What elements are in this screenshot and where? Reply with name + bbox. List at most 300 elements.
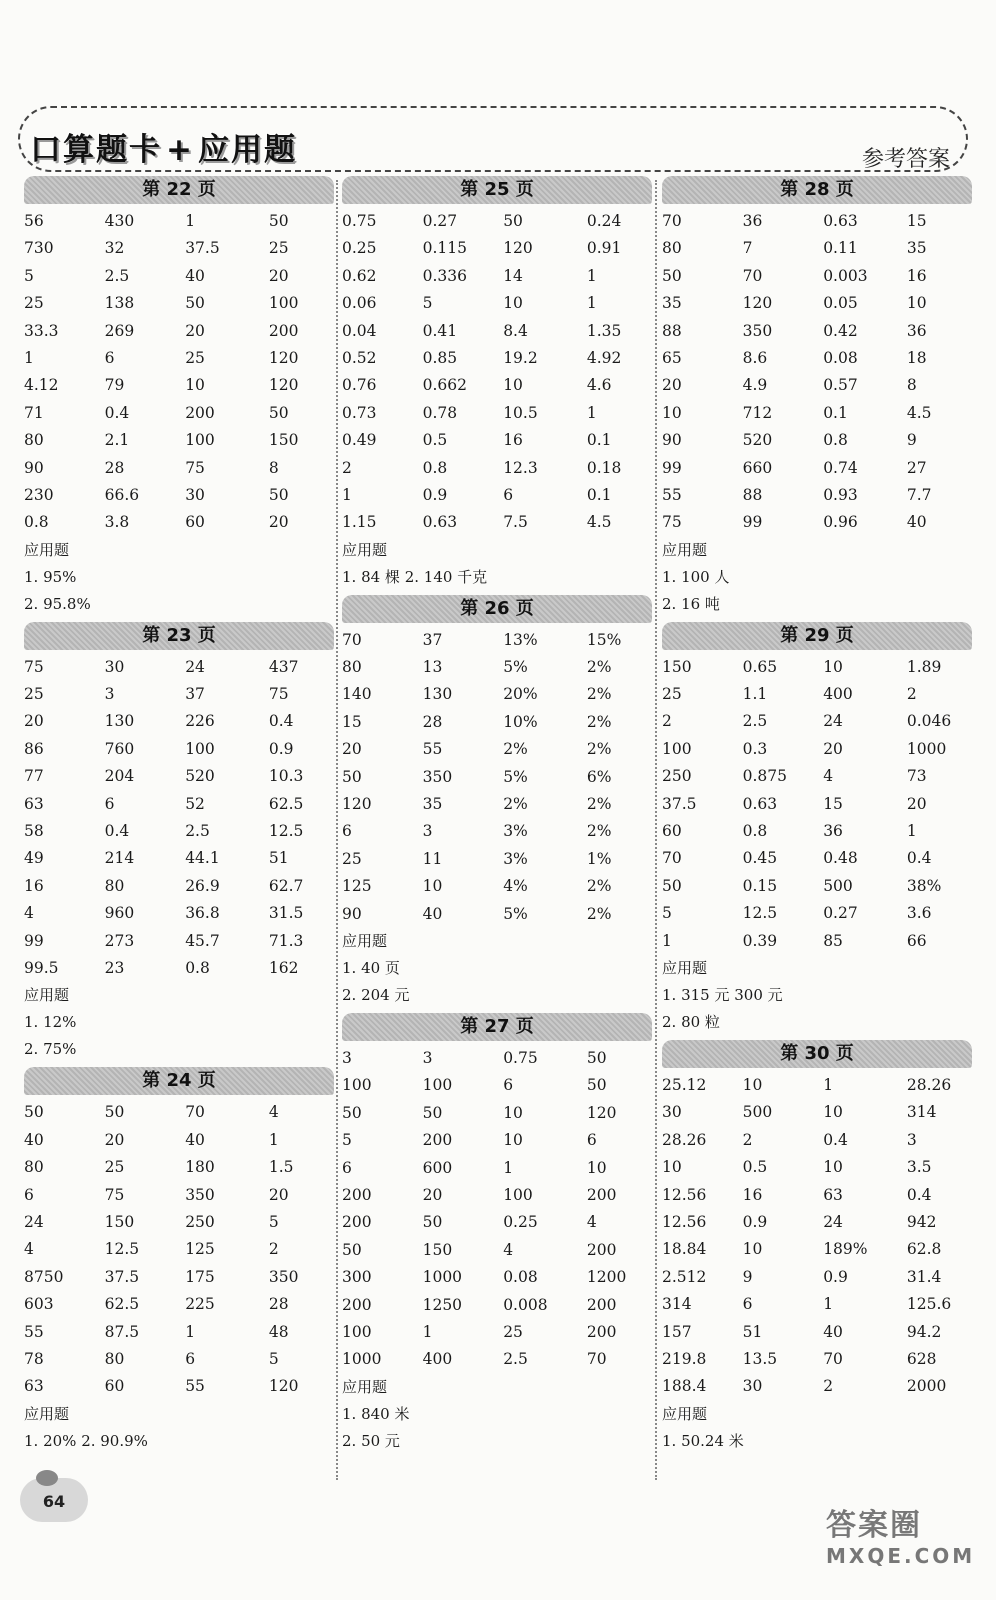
- answer-cell: 63: [24, 1377, 44, 1396]
- answer-cell: 140: [342, 685, 372, 704]
- answer-cell: 13.5: [742, 1349, 778, 1368]
- application-answer: 1. 84 棵 2. 140 千克: [342, 567, 488, 586]
- answer-cell: 5: [268, 1349, 279, 1368]
- answer-cell: 157: [662, 1322, 692, 1341]
- application-answer: 2. 50 元: [342, 1431, 400, 1450]
- answer-cell: 20: [268, 266, 289, 285]
- answer-cell: 0.1: [823, 403, 848, 422]
- answer-grid: [24, 1099, 334, 1400]
- answer-cell: 180: [185, 1158, 215, 1177]
- answer-cell: 0.18: [586, 458, 622, 477]
- answer-cell: 1250: [422, 1295, 463, 1314]
- answer-cell: 60: [662, 822, 682, 841]
- answer-cell: 3%: [503, 849, 528, 868]
- answer-cell: 7.7: [906, 485, 932, 504]
- answer-cell: 0.4: [104, 822, 130, 841]
- answer-cell: 5%: [503, 658, 528, 677]
- answer-cell: 0.8: [422, 458, 448, 477]
- answer-cell: 100: [422, 1076, 453, 1095]
- brand-title: [30, 124, 297, 168]
- answer-cell: 120: [268, 376, 299, 395]
- answer-cell: 3.5: [906, 1158, 932, 1177]
- answer-cell: 28.26: [662, 1130, 707, 1149]
- answer-cell: 6%: [586, 767, 612, 786]
- answer-cell: 18.84: [662, 1240, 707, 1259]
- answer-cell: 25: [104, 1158, 125, 1177]
- answer-cell: 0.1: [586, 485, 612, 504]
- answer-cell: 15: [906, 212, 927, 230]
- answer-cell: 2.5: [185, 822, 210, 841]
- answer-cell: 28.26: [906, 1075, 952, 1094]
- answer-cell: 80: [24, 431, 44, 450]
- answer-cell: 0.25: [503, 1213, 538, 1232]
- answer-cell: 10: [906, 294, 927, 313]
- answer-cell: 36: [823, 822, 843, 841]
- answer-grid: [342, 627, 652, 928]
- answer-cell: 1: [185, 212, 196, 230]
- answer-cell: 12.5: [742, 904, 778, 923]
- answer-cell: 2%: [586, 904, 612, 923]
- answer-cell: 0.5: [422, 431, 448, 450]
- answer-cell: 10: [503, 376, 523, 395]
- answer-cell: 603: [24, 1295, 54, 1314]
- answer-cell: 400: [422, 1350, 453, 1369]
- answer-cell: 250: [185, 1212, 215, 1231]
- answer-cell: 3: [342, 1048, 352, 1067]
- answer-cell: 350: [742, 321, 773, 340]
- answer-cell: 1: [662, 931, 672, 950]
- answer-cell: 0.65: [742, 657, 778, 676]
- answer-cell: 2%: [586, 658, 612, 677]
- answer-cell: 10.5: [503, 403, 538, 422]
- answer-cell: 88: [662, 321, 682, 340]
- answer-cell: 63: [823, 1185, 843, 1204]
- answer-cell: 2: [823, 1377, 834, 1396]
- answer-cell: 37: [422, 630, 443, 649]
- answer-cell: 20: [662, 376, 682, 395]
- answer-cell: 8.6: [742, 348, 768, 367]
- answer-cell: 1: [422, 1322, 433, 1341]
- answer-cell: 35: [422, 795, 443, 814]
- answer-cell: 50: [342, 1240, 362, 1259]
- answer-cell: 712: [742, 403, 773, 422]
- application-title: 应用题: [662, 540, 708, 559]
- answer-cell: 10: [503, 1103, 523, 1122]
- answer-cell: 1.1: [742, 685, 768, 704]
- brand-plus: +: [166, 132, 194, 168]
- answer-cell: 125: [342, 877, 372, 896]
- watermark-title: 答案圈: [826, 1508, 922, 1543]
- answer-cell: 25.12: [662, 1075, 707, 1094]
- answer-cell: 10: [823, 1103, 843, 1122]
- answer-cell: 50: [422, 1213, 443, 1232]
- answer-cell: 1000: [906, 739, 947, 758]
- answer-cell: 200: [586, 1185, 617, 1204]
- answer-cell: 99: [662, 458, 682, 477]
- answer-cell: 1: [24, 348, 34, 367]
- answer-section: [662, 1040, 972, 1455]
- answer-cell: 138: [104, 294, 135, 313]
- answer-cell: 71: [24, 403, 44, 422]
- answer-cell: 28: [422, 712, 443, 731]
- answer-cell: 37.5: [185, 239, 220, 258]
- answer-cell: 4: [24, 1240, 34, 1259]
- answer-cell: 12.56: [662, 1185, 707, 1204]
- answer-cell: 2.512: [662, 1267, 707, 1286]
- answer-cell: 2: [342, 458, 352, 477]
- answer-cell: 50: [342, 1103, 362, 1122]
- answer-cell: 942: [906, 1212, 937, 1231]
- answer-cell: 25: [342, 849, 362, 868]
- answer-cell: 150: [104, 1212, 135, 1231]
- answer-cell: 10: [823, 1158, 843, 1177]
- answer-cell: 4.5: [906, 403, 932, 422]
- answer-cell: 40: [422, 904, 443, 923]
- answer-cell: 0.06: [342, 294, 377, 313]
- answer-cell: 350: [185, 1185, 215, 1204]
- answer-cell: 31.4: [906, 1267, 942, 1286]
- answer-cell: 4.12: [24, 376, 59, 395]
- answer-cell: 6: [503, 1076, 514, 1095]
- answer-cell: 0.57: [823, 376, 858, 395]
- answer-cell: 0.4: [104, 403, 130, 422]
- answer-cell: 60: [104, 1377, 125, 1396]
- answer-cell: 0.11: [823, 239, 858, 258]
- answer-cell: 0.8: [185, 958, 210, 977]
- answer-cell: 16: [503, 431, 523, 450]
- answer-cell: 3: [906, 1130, 917, 1149]
- answer-cell: 50: [422, 1103, 443, 1122]
- answer-cell: 70: [823, 1349, 843, 1368]
- answer-cell: 24: [185, 657, 205, 676]
- answer-cell: 80: [104, 1349, 125, 1368]
- answer-cell: 4.9: [742, 376, 768, 395]
- answer-cell: 1.89: [906, 657, 942, 676]
- application-answer: 2. 16 吨: [662, 594, 720, 613]
- answer-cell: 1: [823, 1295, 834, 1314]
- application-title: 应用题: [24, 986, 70, 1005]
- answer-cell: 0.046: [906, 712, 952, 731]
- answer-cell: 0.4: [906, 849, 932, 868]
- answer-cell: 40: [24, 1130, 44, 1149]
- answer-cell: 15: [342, 712, 362, 731]
- answer-cell: 19.2: [503, 348, 538, 367]
- answer-cell: 40: [823, 1322, 843, 1341]
- answer-cell: 200: [422, 1131, 453, 1150]
- application-answer: 1. 315 元 300 元: [662, 985, 783, 1004]
- answer-cell: 1%: [586, 849, 612, 868]
- answer-cell: 28: [104, 458, 125, 477]
- answer-cell: 55: [662, 485, 682, 504]
- answer-cell: 78: [24, 1349, 44, 1368]
- answer-cell: 12.3: [503, 458, 538, 477]
- answer-cell: 100: [342, 1076, 372, 1095]
- answer-cell: 40: [185, 266, 205, 285]
- answer-cell: 2.5: [104, 266, 130, 285]
- answer-cell: 50: [586, 1076, 607, 1095]
- answer-grid: [24, 208, 334, 537]
- answer-cell: 77: [24, 767, 44, 786]
- answer-cell: 6: [342, 1158, 352, 1177]
- answer-section: [24, 622, 334, 1064]
- answer-cell: 130: [104, 712, 135, 731]
- answer-cell: 4.5: [586, 513, 612, 532]
- answer-cell: 1: [342, 485, 352, 504]
- answer-cell: 0.336: [422, 266, 467, 285]
- answer-cell: 100: [662, 739, 692, 758]
- answer-cell: 0.3: [742, 739, 768, 758]
- answer-cell: 6: [342, 822, 352, 841]
- answer-cell: 188.4: [662, 1377, 707, 1396]
- answer-cell: 3%: [503, 822, 528, 841]
- answer-cell: 8750: [24, 1267, 64, 1286]
- answer-cell: 0.8: [742, 822, 768, 841]
- answer-cell: 0.24: [586, 212, 622, 230]
- answer-cell: 20: [185, 321, 205, 340]
- answer-cell: 16: [906, 266, 927, 285]
- answer-cell: 2.1: [104, 431, 130, 450]
- answer-cell: 0.9: [823, 1267, 848, 1286]
- answer-cell: 37: [185, 685, 205, 704]
- answer-cell: 0.003: [823, 266, 868, 285]
- answer-cell: 437: [268, 657, 299, 676]
- answer-cell: 0.662: [422, 376, 467, 395]
- answer-cell: 120: [503, 239, 533, 258]
- answer-cell: 65: [662, 348, 682, 367]
- answer-cell: 45.7: [185, 931, 220, 950]
- answer-cell: 20%: [503, 685, 538, 704]
- answer-cell: 2.5: [742, 712, 768, 731]
- answer-cell: 37.5: [662, 794, 697, 813]
- answer-cell: 0.73: [342, 403, 377, 422]
- answer-cell: 2%: [586, 795, 612, 814]
- answer-cell: 50: [268, 403, 289, 422]
- answer-cell: 500: [742, 1103, 773, 1122]
- answer-cell: 100: [185, 431, 215, 450]
- brand-left: 口算题卡: [30, 132, 162, 168]
- answer-cell: 273: [104, 931, 135, 950]
- answer-cell: 350: [268, 1267, 299, 1286]
- application-answer: 2. 80 粒: [662, 1012, 720, 1031]
- answer-cell: 20: [906, 794, 927, 813]
- section-title: 第 27 页: [342, 1013, 652, 1041]
- answer-cell: 0.96: [823, 513, 858, 532]
- answer-cell: 20: [268, 513, 289, 532]
- answer-cell: 24: [823, 1212, 843, 1231]
- application-answer: 2. 204 元: [342, 985, 410, 1004]
- answer-cell: 10%: [503, 712, 538, 731]
- answer-cell: 20: [24, 712, 44, 731]
- answer-cell: 0.39: [742, 931, 778, 950]
- answer-cell: 120: [268, 348, 299, 367]
- answer-cell: 99: [24, 931, 44, 950]
- application-answer: 1. 12%: [24, 1013, 77, 1032]
- answer-cell: 0.78: [422, 403, 458, 422]
- answer-cell: 20: [823, 739, 843, 758]
- answer-cell: 200: [586, 1322, 617, 1341]
- answer-cell: 80: [662, 239, 682, 258]
- answer-cell: 71.3: [268, 931, 304, 950]
- answer-cell: 1000: [342, 1350, 382, 1369]
- answer-cell: 50: [268, 212, 289, 230]
- column-1: [24, 176, 334, 1488]
- answer-cell: 2%: [503, 795, 528, 814]
- application-title: 应用题: [342, 540, 388, 559]
- application-answer: 1. 100 人: [662, 567, 730, 586]
- answer-cell: 10: [662, 1158, 682, 1177]
- answer-section: [24, 176, 334, 618]
- answer-cell: 5: [24, 266, 34, 285]
- answer-cell: 4.6: [586, 376, 612, 395]
- answer-cell: 1: [586, 403, 597, 422]
- answer-cell: 25: [662, 685, 682, 704]
- answer-cell: 28: [268, 1295, 289, 1314]
- answer-cell: 120: [342, 795, 372, 814]
- answer-cell: 10: [185, 376, 205, 395]
- answer-cell: 100: [342, 1322, 372, 1341]
- answer-cell: 14: [503, 266, 523, 285]
- answer-cell: 2%: [586, 822, 612, 841]
- answer-cell: 600: [422, 1158, 453, 1177]
- answer-cell: 16: [742, 1185, 763, 1204]
- answer-cell: 100: [268, 294, 299, 313]
- answer-cell: 660: [742, 458, 773, 477]
- answer-cell: 52: [185, 794, 205, 813]
- answer-cell: 18: [906, 348, 927, 367]
- answer-cell: 226: [185, 712, 215, 731]
- answer-cell: 10: [503, 1131, 523, 1150]
- answer-cell: 5: [268, 1212, 279, 1231]
- answer-cell: 13: [422, 658, 443, 677]
- answer-cell: 66.6: [104, 485, 140, 504]
- answer-cell: 75: [268, 685, 289, 704]
- answer-cell: 0.875: [742, 767, 787, 786]
- answer-cell: 79: [104, 376, 125, 395]
- answer-cell: 48: [268, 1322, 289, 1341]
- answer-cell: 120: [268, 1377, 299, 1396]
- section-title: 第 26 页: [342, 595, 652, 623]
- section-title: 第 30 页: [662, 1040, 972, 1068]
- answer-cell: 5: [662, 904, 672, 923]
- answer-cell: 55: [422, 740, 443, 759]
- answer-cell: 200: [342, 1295, 372, 1314]
- answer-cell: 56: [24, 212, 44, 230]
- answer-cell: 0.75: [503, 1048, 538, 1067]
- answer-cell: 150: [268, 431, 299, 450]
- column-divider: [655, 180, 657, 1480]
- answer-cell: 0.008: [503, 1295, 548, 1314]
- answer-cell: 7: [742, 239, 753, 258]
- answer-cell: 62.8: [906, 1240, 942, 1259]
- answer-cell: 99.5: [24, 958, 59, 977]
- answer-cell: 10: [503, 294, 523, 313]
- section-title: 第 23 页: [24, 622, 334, 650]
- answer-cell: 36: [906, 321, 927, 340]
- answer-cell: 27: [906, 458, 927, 477]
- answer-cell: 85: [823, 931, 843, 950]
- answer-cell: 35: [906, 239, 927, 258]
- answer-cell: 1: [906, 822, 917, 841]
- answer-cell: 730: [24, 239, 54, 258]
- answer-cell: 214: [104, 849, 135, 868]
- answer-cell: 32: [104, 239, 125, 258]
- application-answer: 1. 840 米: [342, 1404, 410, 1423]
- answer-cell: 24: [24, 1212, 44, 1231]
- answer-cell: 80: [342, 658, 362, 677]
- answer-cell: 30: [742, 1377, 763, 1396]
- answer-cell: 40: [185, 1130, 205, 1149]
- answer-cell: 5: [422, 294, 433, 313]
- answer-cell: 0.63: [823, 212, 858, 230]
- answer-cell: 8.4: [503, 321, 528, 340]
- answer-cell: 0.48: [823, 849, 858, 868]
- application-title: 应用题: [662, 958, 708, 977]
- answer-cell: 75: [104, 1185, 125, 1204]
- answer-cell: 16: [24, 876, 44, 895]
- answer-cell: 225: [185, 1295, 215, 1314]
- answer-section: [24, 1067, 334, 1454]
- answer-cell: 5%: [503, 904, 528, 923]
- answer-cell: 2%: [586, 877, 612, 896]
- brand-right: 应用题: [197, 132, 297, 168]
- answer-cell: 5%: [503, 767, 528, 786]
- answer-cell: 66: [906, 931, 927, 950]
- answer-cell: 0.5: [742, 1158, 768, 1177]
- answer-cell: 8: [268, 458, 279, 477]
- answer-cell: 520: [185, 767, 215, 786]
- answer-cell: 2%: [586, 740, 612, 759]
- answer-cell: 230: [24, 485, 54, 504]
- answer-cell: 75: [24, 657, 44, 676]
- answer-cell: 20: [422, 1185, 443, 1204]
- answer-cell: 10: [742, 1075, 763, 1094]
- column-3: [662, 176, 972, 1488]
- answer-grid: [24, 654, 334, 983]
- answer-cell: 4: [268, 1103, 279, 1122]
- answer-cell: 300: [342, 1268, 372, 1287]
- application-title: 应用题: [342, 1377, 388, 1396]
- answer-cell: 13%: [503, 630, 538, 649]
- answer-cell: 10.3: [268, 767, 304, 786]
- answer-cell: 219.8: [662, 1349, 707, 1368]
- answer-cell: 70: [662, 849, 682, 868]
- section-title: 第 22 页: [24, 176, 334, 204]
- answer-cell: 62.5: [104, 1295, 140, 1314]
- answer-cell: 37.5: [104, 1267, 140, 1286]
- answer-cell: 130: [422, 685, 453, 704]
- section-title: 第 25 页: [342, 176, 652, 204]
- answer-cell: 70: [342, 630, 362, 649]
- section-title: 第 28 页: [662, 176, 972, 204]
- answer-cell: 0.9: [422, 485, 448, 504]
- answer-cell: 269: [104, 321, 135, 340]
- watermark: [826, 1500, 975, 1568]
- answer-cell: 2: [662, 712, 672, 731]
- answer-cell: 15%: [586, 630, 622, 649]
- answer-cell: 204: [104, 767, 135, 786]
- answer-cell: 70: [185, 1103, 205, 1122]
- answer-cell: 1: [586, 266, 597, 285]
- application-answer: 2. 95.8%: [24, 594, 91, 613]
- answer-cell: 0.85: [422, 348, 458, 367]
- answer-grid: [662, 1072, 972, 1401]
- answer-cell: 430: [104, 212, 135, 230]
- answer-cell: 0.41: [422, 321, 458, 340]
- answer-cell: 6: [503, 485, 514, 504]
- application-answer: 1. 20% 2. 90.9%: [24, 1431, 148, 1450]
- answer-cell: 50: [185, 294, 205, 313]
- answer-cell: 11: [422, 849, 443, 868]
